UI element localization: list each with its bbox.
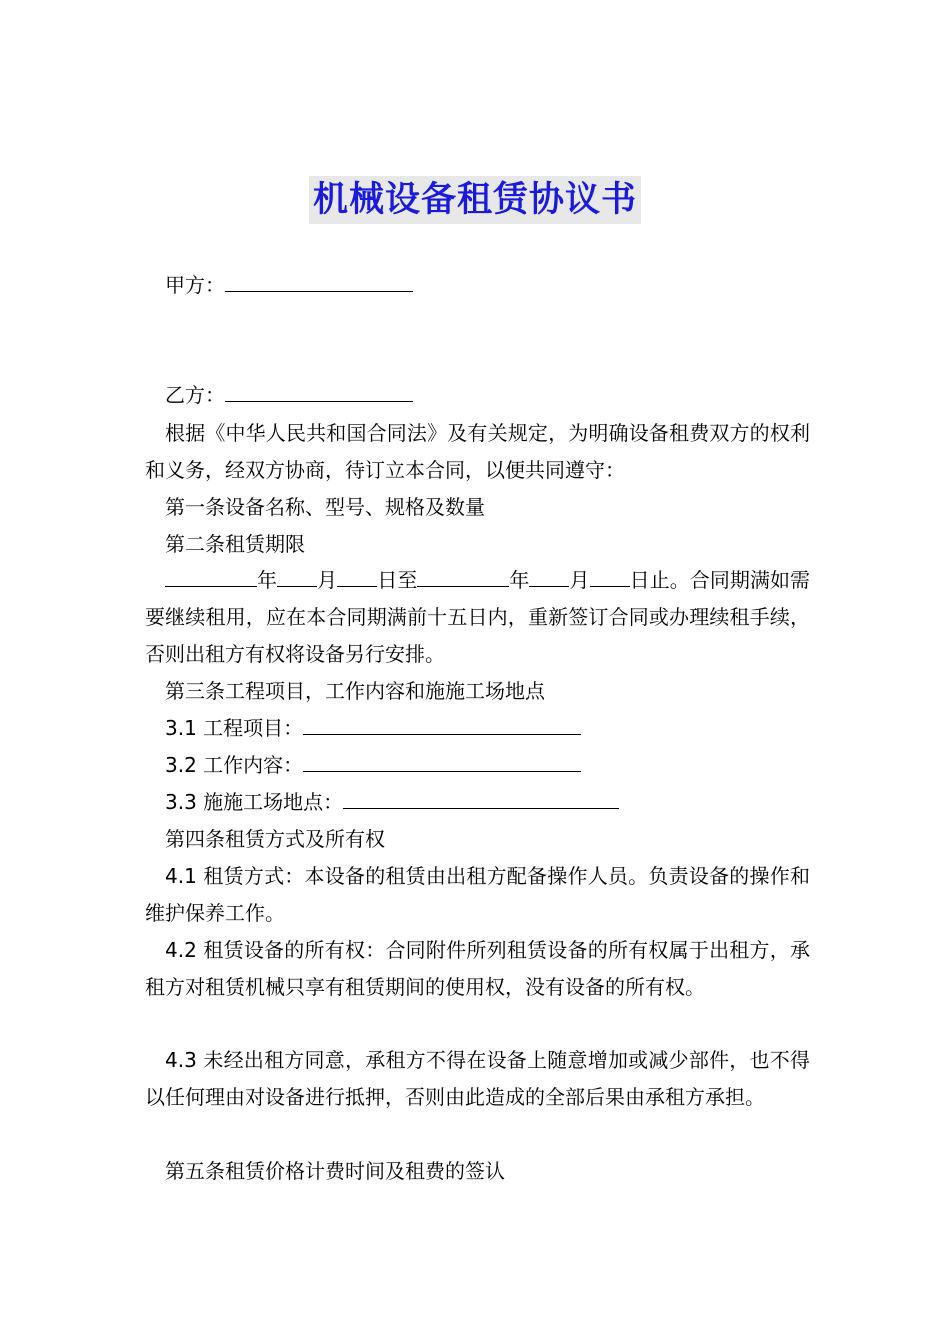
project-blank[interactable] [303,712,581,735]
item-3-2-label: 3.2 工作内容： [165,753,304,777]
party-a-label: 甲方： [165,273,225,297]
item-3-3-label: 3.3 施施工场地点： [165,790,344,814]
month-label: 月 [317,568,338,592]
item-3-1-label: 3.1 工程项目： [165,716,304,740]
year-label: 年 [257,568,278,592]
article-3-heading: 第三条工程项目，工作内容和施施工场地点 [165,679,545,703]
item-4-1-paragraph: 4.1 租赁方式：本设备的租赁由出租方配备操作人员。负责设备的操作和维护保养工作。 [145,864,810,925]
item-3-3-line [145,784,830,821]
year-label: 年 [509,568,530,592]
party-b-label: 乙方： [165,383,225,407]
article-4-heading: 第四条租赁方式及所有权 [165,827,385,851]
site-location-blank[interactable] [343,786,619,809]
start-month-blank[interactable] [277,564,317,587]
end-year-blank[interactable] [417,564,509,587]
item-3-2-line [145,747,830,784]
article-2-heading: 第二条租赁期限 [165,532,305,556]
period-end-text: 日止。合同期满如需要继续租用，应在本合同期满前十五日内，重新签订合同或办理续租手续，否则出租方有权将设备另行安排。 [145,568,811,666]
party-a-line [145,267,830,304]
month-label: 月 [569,568,590,592]
start-day-blank[interactable] [337,564,377,587]
item-3-1-line [145,710,830,747]
item-4-3-paragraph: 4.3 未经出租方同意，承租方不得在设备上随意增加或减少部件，也不得以任何理由对设备进行抵押，否则由此造成的全部后果由承租方承担。 [145,1048,810,1109]
item-4-2-paragraph: 4.2 租赁设备的所有权：合同附件所列租赁设备的所有权属于出租方，承租方对租赁机械只享有租赁期间的使用权，没有设备的所有权。 [145,938,810,999]
party-b-line [145,377,830,414]
period-paragraph [145,562,810,673]
end-month-blank[interactable] [529,564,569,587]
article-5-heading: 第五条租赁价格计费时间及租费的签认 [165,1159,505,1183]
day-to-label: 日至 [377,568,418,592]
work-content-blank[interactable] [303,749,581,772]
article-1-heading: 第一条设备名称、型号、规格及数量 [165,495,485,519]
document-title: 机械设备租赁协议书 [309,176,641,224]
end-day-blank[interactable] [590,564,630,587]
title-wrap [0,176,950,224]
party-b-blank[interactable] [225,379,413,402]
intro-paragraph: 根据《中华人民共和国合同法》及有关规定，为明确设备租费双方的权利和义务，经双方协商，待订立本合同，以便共同遵守： [145,421,810,482]
party-a-blank[interactable] [225,269,413,292]
start-year-blank[interactable] [165,564,257,587]
